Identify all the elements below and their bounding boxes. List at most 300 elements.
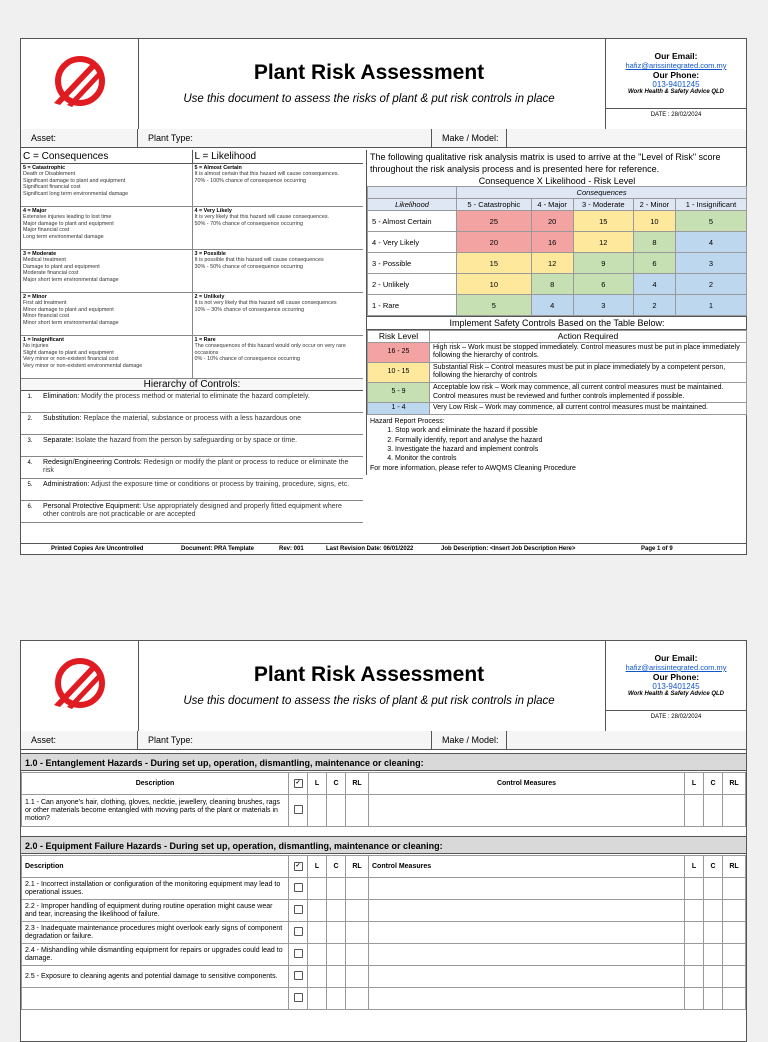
col-rl: RL (346, 773, 369, 795)
hierarchy-number: 3. (27, 438, 33, 444)
hierarchy-name: Administration: (43, 481, 90, 488)
hierarchy-text: Elimination: Modify the process method or material to eliminate the hazard completely. (43, 393, 310, 400)
hazard-step: 4. Monitor the controls (395, 454, 744, 463)
residual-rl-cell[interactable] (723, 966, 746, 988)
matrix-row-label: 1 - Rare (368, 295, 457, 316)
matrix-title: Consequence X Likelihood - Risk Level (478, 176, 636, 186)
logo-icon (50, 53, 110, 113)
consequence-line: Minor damage to plant and equipment (23, 306, 114, 313)
matrix-cell: 8 (531, 274, 573, 295)
likelihood-line: It is very likely that this hazard will cause consequences. (194, 214, 330, 221)
hazard-rl-cell[interactable] (346, 944, 369, 966)
risk-matrix (367, 186, 747, 316)
consequence-line: Very minor or non-existent environmental damage (23, 362, 143, 369)
cl-row (21, 164, 363, 207)
hazard-checkbox[interactable] (294, 927, 303, 936)
footer-job: Job Description: <Insert Job Description Here> (441, 546, 576, 552)
email-link[interactable]: hafiz@arissintegrated.com.my (625, 61, 727, 70)
col-rl: RL (346, 856, 369, 878)
consequence-line: Long term environmental damage (23, 233, 104, 240)
matrix-row-label: 2 - Unlikely (368, 274, 457, 295)
hazard-description: 2.2 - Improper handling of equipment during routine operation might cause wear and tear, increasing the likelihood of failure. (22, 900, 289, 922)
hierarchy-name: Personal Protective Equipment: (43, 503, 142, 510)
matrix-column-header: 4 - Major (531, 199, 573, 211)
matrix-cell: 3 (676, 253, 747, 274)
matrix-row (368, 274, 747, 295)
hazard-rl-cell[interactable] (346, 988, 369, 1010)
controls-title: Implement Safety Controls Based on the Table Below: (367, 316, 747, 330)
hierarchy-text: Redesign/Engineering Controls: Redesign or modify the plant or process to reduce or eliminate the risk (43, 459, 349, 475)
hazard-c-cell[interactable] (327, 944, 346, 966)
consequence-cell (21, 164, 193, 206)
matrix-cell: 12 (573, 232, 633, 253)
hazard-step: 1. Stop work and eliminate the hazard if possible (395, 426, 744, 435)
hazard-l-cell[interactable] (308, 966, 327, 988)
risk-level-cell: 16 - 25 (368, 342, 430, 362)
footer-page: Page 1 of 9 (641, 546, 673, 552)
matrix-cell: 25 (457, 211, 531, 232)
risk-level-cell: 1 - 4 (368, 403, 430, 415)
footer-rev: Rev: 001 (279, 546, 304, 552)
likelihood-line: 30% - 50% chance of consequence occurring (194, 263, 303, 270)
hierarchy-item (21, 391, 363, 413)
footer-document: Document: PRA Template (181, 546, 255, 552)
matrix-cell: 12 (531, 253, 573, 274)
residual-l-cell[interactable] (685, 795, 704, 827)
consequence-line: Major damage to plant and equipment (23, 220, 114, 227)
residual-c-cell[interactable] (704, 988, 723, 1010)
consequence-line: Significant long term environmental damage (23, 190, 129, 197)
col-rl2: RL (723, 773, 746, 795)
hazard-c-cell[interactable] (327, 988, 346, 1010)
col-l: L (308, 773, 327, 795)
matrix-corner (368, 187, 457, 199)
advice-text: Work Health & Safety Advice QLD (627, 89, 725, 95)
col-l: L (308, 856, 327, 878)
cl-header (21, 150, 363, 164)
likelihood-heading: 2 = Unlikely (194, 294, 225, 300)
risk-level-row (368, 403, 747, 415)
hazard-description: 2.3 - Inadequate maintenance procedures might overlook early signs of component degradation or failure. (22, 922, 289, 944)
hazard-rl-cell[interactable] (346, 900, 369, 922)
likelihood-heading: 1 = Rare (194, 337, 216, 343)
likelihood-title: L = Likelihood (194, 151, 257, 162)
email-label: Our Email: (654, 653, 698, 663)
residual-c-cell[interactable] (704, 922, 723, 944)
hazard-description: 1.1 - Can anyone's hair, clothing, gloves, necktie, jewellery, cleaning brushes, rags or other materials become entangled with moving parts of the plant or materials in motion? (22, 795, 289, 827)
page-subtitle: Use this document to assess the risks of plant & put risk controls in place (183, 93, 555, 105)
consequence-line: Minor short term environmental damage (23, 319, 119, 326)
consequence-cell (21, 293, 193, 335)
hazard-checkbox[interactable] (294, 805, 303, 814)
phone-number: 013-9401245 (652, 682, 700, 691)
col-check (289, 856, 308, 878)
email-label: Our Email: (654, 51, 698, 61)
likelihood-cell (193, 164, 364, 206)
residual-l-cell[interactable] (685, 878, 704, 900)
consequence-line: No injuries (23, 343, 49, 350)
hazard-report-steps (370, 426, 744, 464)
hierarchy-item (21, 413, 363, 435)
col-rl2: RL (723, 856, 746, 878)
consequences-title: C = Consequences (21, 150, 193, 163)
risk-matrix-panel (366, 150, 747, 475)
control-measures-cell[interactable] (369, 900, 685, 922)
likelihood-heading: 5 = Almost Certain (194, 165, 242, 171)
control-measures-cell[interactable] (369, 795, 685, 827)
risk-level-table (367, 330, 747, 415)
col-l2: L (685, 773, 704, 795)
hazard-row (22, 900, 746, 922)
hierarchy-number: 2. (27, 416, 33, 422)
consequence-line: Extensive injuries leading to lost time (23, 214, 112, 221)
control-measures-cell[interactable] (369, 988, 685, 1010)
matrix-intro: The following qualitative risk analysis matrix is used to arrive at the "Level of Risk" score throughout the risk analysis process and is presented here for reference. (370, 152, 721, 174)
likelihood-heading: 3 = Possible (194, 251, 226, 257)
likelihood-cell (193, 336, 364, 378)
likelihood-line: The consequences of this hazard would only occur on very rare occasions (194, 343, 346, 356)
asset-bar (21, 731, 746, 750)
plant-type-field[interactable] (210, 129, 432, 147)
matrix-cell: 5 (457, 295, 531, 316)
consequence-cell (21, 207, 193, 249)
hierarchy-text: Separate: Isolate the hazard from the person by safeguarding or by space or time. (43, 437, 298, 444)
email-link[interactable]: hafiz@arissintegrated.com.my (625, 663, 727, 672)
hierarchy-list (21, 391, 363, 523)
col-c2: C (704, 773, 723, 795)
col-c2: C (704, 856, 723, 878)
hazard-rl-cell[interactable] (346, 795, 369, 827)
hazard-row (22, 878, 746, 900)
consequence-line: Significant damage to plant and equipment (23, 177, 126, 184)
cl-row (21, 207, 363, 250)
hierarchy-title: Hierarchy of Controls: (21, 379, 363, 391)
action-header: Action Required (430, 331, 747, 343)
residual-c-cell[interactable] (704, 795, 723, 827)
matrix-cell: 15 (457, 253, 531, 274)
consequence-likelihood-table (21, 150, 363, 523)
matrix-cell: 16 (531, 232, 573, 253)
hazard-c-cell[interactable] (327, 966, 346, 988)
hazard-checkbox[interactable] (294, 949, 303, 958)
consequence-cell (21, 336, 193, 378)
likelihood-line: 0% - 10% chance of consequence occurring (194, 356, 300, 363)
matrix-column-header: 1 - Insignificant (676, 199, 747, 211)
matrix-cell: 8 (633, 232, 675, 253)
matrix-cell: 4 (531, 295, 573, 316)
hazard-check-cell (289, 966, 308, 988)
consequence-line: Death or Disablement (23, 171, 76, 178)
section-equipment-failure: 2.0 - Equipment Failure Hazards - During set up, operation, dismantling, maintenance or cleaning: (21, 836, 746, 854)
hazard-description: 2.5 - Exposure to cleaning agents and potential damage to sensitive components. (22, 966, 289, 988)
hazard-report-title: Hazard Report Process: (370, 417, 445, 425)
make-model-label: Make / Model: (432, 129, 507, 147)
hazard-check-cell (289, 922, 308, 944)
page-subtitle: Use this document to assess the risks of plant & put risk controls in place (183, 695, 555, 707)
checkbox-icon: ✓ (295, 780, 301, 786)
col-control: Control Measures (369, 773, 685, 795)
hazard-rl-cell[interactable] (346, 878, 369, 900)
hierarchy-item (21, 435, 363, 457)
likelihood-cell (193, 293, 364, 335)
entanglement-table (21, 772, 746, 827)
advice-text: Work Health & Safety Advice QLD (627, 691, 725, 697)
company-logo (21, 641, 139, 731)
consequence-heading: 4 = Major (23, 208, 47, 214)
action-cell: Acceptable low risk – Work may commence, all current control measures must be maintained. Control measures must be reviewed and further controls implemented if possible. (430, 382, 747, 402)
residual-l-cell[interactable] (685, 988, 704, 1010)
matrix-row (368, 253, 747, 274)
risk-level-cell: 10 - 15 (368, 362, 430, 382)
residual-l-cell[interactable] (685, 966, 704, 988)
matrix-cell: 3 (573, 295, 633, 316)
consequence-line: Significant financial cost (23, 184, 81, 191)
cl-row (21, 293, 363, 336)
hazard-description (22, 988, 289, 1010)
control-measures-cell[interactable] (369, 966, 685, 988)
cl-row (21, 336, 363, 379)
likelihood-line: It is possible that this hazard will cause consequences (194, 257, 324, 264)
residual-rl-cell[interactable] (723, 900, 746, 922)
page-title: Plant Risk Assessment (253, 663, 485, 686)
page-1 (20, 38, 747, 555)
residual-c-cell[interactable] (704, 944, 723, 966)
phone-label: Our Phone: (652, 70, 700, 80)
consequence-line: Major short term environmental damage (23, 276, 119, 283)
consequence-heading: 1 = Insignificant (23, 337, 64, 343)
consequence-heading: 5 = Catastrophic (23, 165, 66, 171)
hazard-l-cell[interactable] (308, 944, 327, 966)
hazard-c-cell[interactable] (327, 878, 346, 900)
consequence-line: Minor financial cost (23, 313, 70, 320)
matrix-cell: 5 (676, 211, 747, 232)
hazard-check-cell (289, 988, 308, 1010)
matrix-row-label: 4 - Very Likely (368, 232, 457, 253)
phone-label: Our Phone: (652, 672, 700, 682)
hazard-description: 2.1 - Incorrect installation or configuration of the monitoring equipment may lead to operational issues. (22, 878, 289, 900)
risk-level-row (368, 342, 747, 362)
hazard-checkbox[interactable] (294, 883, 303, 892)
hazard-report-more: For more information, please refer to AWQMS Cleaning Procedure (370, 464, 576, 472)
consequence-heading: 2 = Minor (23, 294, 47, 300)
control-measures-cell[interactable] (369, 922, 685, 944)
hierarchy-item (21, 479, 363, 501)
hazard-check-cell (289, 900, 308, 922)
consequence-line: Moderate financial cost (23, 270, 79, 277)
hierarchy-name: Substitution: (43, 415, 82, 422)
consequence-heading: 3 = Moderate (23, 251, 57, 257)
matrix-cell: 20 (457, 232, 531, 253)
asset-bar (21, 129, 746, 148)
hazard-check-cell (289, 795, 308, 827)
matrix-cell: 10 (633, 211, 675, 232)
col-check (289, 773, 308, 795)
col-c: C (327, 856, 346, 878)
hazard-l-cell[interactable] (308, 900, 327, 922)
matrix-cell: 10 (457, 274, 531, 295)
consequence-cell (21, 250, 193, 292)
matrix-cell: 9 (573, 253, 633, 274)
date-field: DATE : 28/02/2024 (606, 710, 746, 720)
residual-rl-cell[interactable] (723, 988, 746, 1010)
consequence-line: Medical treatment (23, 257, 66, 264)
matrix-cell: 4 (633, 274, 675, 295)
consequence-line: First aid treatment (23, 300, 67, 307)
hazard-l-cell[interactable] (308, 795, 327, 827)
residual-c-cell[interactable] (704, 966, 723, 988)
checkbox-icon: ✓ (295, 863, 301, 869)
action-cell: Substantial Risk – Control measures must be put in place immediately by a competent person, following the hierarchy of controls (430, 362, 747, 382)
matrix-cell: 6 (573, 274, 633, 295)
hazard-row (22, 988, 746, 1010)
logo-icon (50, 655, 110, 715)
likelihood-label: Likelihood (368, 199, 457, 211)
matrix-row (368, 232, 747, 253)
hazard-c-cell[interactable] (327, 922, 346, 944)
risk-level-row (368, 362, 747, 382)
likelihood-line: 70% - 100% chance of consequence occurring (194, 177, 306, 184)
col-control: Control Measures (369, 856, 685, 878)
footer-copies: Printed Copies Are Uncontrolled (51, 546, 144, 552)
action-cell: Very Low Risk – Work may commence, all current control measures must be maintained. (430, 403, 747, 415)
control-measures-cell[interactable] (369, 944, 685, 966)
hierarchy-number: 5. (27, 482, 33, 488)
residual-rl-cell[interactable] (723, 878, 746, 900)
make-model-field[interactable] (507, 731, 746, 749)
consequence-line: Slight damage to plant and equipment (23, 349, 114, 356)
hazard-l-cell[interactable] (308, 878, 327, 900)
hazard-checkbox[interactable] (294, 905, 303, 914)
plant-type-field[interactable] (210, 731, 432, 749)
hierarchy-item (21, 501, 363, 523)
residual-l-cell[interactable] (685, 900, 704, 922)
make-model-field[interactable] (507, 129, 746, 147)
asset-field[interactable]: Asset: (21, 129, 138, 147)
control-measures-cell[interactable] (369, 878, 685, 900)
hazard-c-cell[interactable] (327, 795, 346, 827)
col-description: Description (22, 773, 289, 795)
risk-level-row (368, 382, 747, 402)
hierarchy-name: Redesign/Engineering Controls: (43, 459, 142, 466)
risk-level-header: Risk Level (368, 331, 430, 343)
plant-type-label: Plant Type: (148, 133, 193, 143)
residual-rl-cell[interactable] (723, 795, 746, 827)
likelihood-heading: 4 = Very Likely (194, 208, 232, 214)
hazard-l-cell[interactable] (308, 922, 327, 944)
col-description: Description (22, 856, 289, 878)
page-footer (21, 543, 746, 555)
hazard-rl-cell[interactable] (346, 922, 369, 944)
matrix-row (368, 211, 747, 232)
action-cell: High risk – Work must be stopped immediately. Control measures must be put in place immediately following the hierarchy of controls. (430, 342, 747, 362)
hierarchy-number: 4. (27, 460, 33, 466)
hazard-row (22, 944, 746, 966)
residual-l-cell[interactable] (685, 944, 704, 966)
consequence-line: Damage to plant and equipment (23, 263, 100, 270)
hazard-row (22, 795, 746, 827)
contact-box (605, 641, 746, 731)
matrix-cell: 2 (633, 295, 675, 316)
hazard-c-cell[interactable] (327, 900, 346, 922)
hierarchy-item (21, 457, 363, 479)
residual-c-cell[interactable] (704, 900, 723, 922)
likelihood-line: It is almost certain that this hazard will cause consequences. (194, 171, 339, 178)
hierarchy-text: Personal Protective Equipment: Use appropriately designed and properly fitted equipment where other controls are not practicable or are accepted (43, 503, 342, 519)
matrix-column-header: 2 - Minor (633, 199, 675, 211)
cl-row (21, 250, 363, 293)
hazard-report (367, 415, 747, 475)
hazard-row (22, 922, 746, 944)
hierarchy-name: Elimination: (43, 393, 80, 400)
matrix-cell: 1 (676, 295, 747, 316)
company-logo (21, 39, 139, 129)
hazard-description: 2.4 - Mishandling while dismantling equipment for repairs or upgrades could lead to damage. (22, 944, 289, 966)
hazard-step: 3. Investigate the hazard and implement controls (395, 445, 744, 454)
section-entanglement: 1.0 - Entanglement Hazards - During set up, operation, dismantling, maintenance or cleaning: (21, 753, 746, 771)
matrix-cell: 2 (676, 274, 747, 295)
hierarchy-text: Administration: Adjust the exposure time or conditions or process by training, procedure, signs, etc. (43, 481, 350, 488)
residual-l-cell[interactable] (685, 922, 704, 944)
hierarchy-number: 6. (27, 504, 33, 510)
hazard-rl-cell[interactable] (346, 966, 369, 988)
matrix-column-header: 3 - Moderate (573, 199, 633, 211)
hazard-step: 2. Formally identify, report and analyse the hazard (395, 436, 744, 445)
page-title: Plant Risk Assessment (253, 61, 485, 84)
hierarchy-number: 1. (27, 394, 33, 400)
matrix-row-label: 3 - Possible (368, 253, 457, 274)
footer-revision: Last Revision Date: 06/01/2022 (326, 546, 414, 552)
residual-rl-cell[interactable] (723, 944, 746, 966)
hazard-checkbox[interactable] (294, 993, 303, 1002)
page-header (21, 641, 746, 732)
col-l2: L (685, 856, 704, 878)
likelihood-line: It is not very likely that this hazard will cause consequences (194, 300, 337, 307)
equipment-failure-table (21, 855, 746, 1010)
likelihood-line: 10% – 30% chance of consequence occurring (194, 306, 305, 313)
residual-c-cell[interactable] (704, 878, 723, 900)
hazard-row (22, 966, 746, 988)
hazard-check-cell (289, 878, 308, 900)
matrix-row-label: 5 - Almost Certain (368, 211, 457, 232)
page-header (21, 39, 746, 130)
consequence-line: Major financial cost (23, 227, 70, 234)
date-field: DATE : 28/02/2024 (606, 108, 746, 118)
contact-box (605, 39, 746, 129)
matrix-row (368, 295, 747, 316)
plant-type-label: Plant Type: (148, 735, 193, 745)
phone-number: 013-9401245 (652, 80, 700, 89)
page-2 (20, 640, 747, 1042)
risk-level-cell: 5 - 9 (368, 382, 430, 402)
matrix-cell: 15 (573, 211, 633, 232)
likelihood-cell (193, 250, 364, 292)
make-model-label: Make / Model: (432, 731, 507, 749)
asset-field[interactable]: Asset: (21, 731, 138, 749)
hierarchy-text: Substitution: Replace the material, substance or process with a less hazardous one (43, 415, 301, 422)
cl-rows (21, 164, 363, 379)
hazard-l-cell[interactable] (308, 988, 327, 1010)
hierarchy-name: Separate: (43, 437, 74, 444)
consequence-line: Very minor or non-existent financial cost (23, 356, 119, 363)
likelihood-line: 50% - 70% chance of consequence occurring (194, 220, 303, 227)
residual-rl-cell[interactable] (723, 922, 746, 944)
col-c: C (327, 773, 346, 795)
matrix-cell: 6 (633, 253, 675, 274)
likelihood-cell (193, 207, 364, 249)
hazard-check-cell (289, 944, 308, 966)
hazard-checkbox[interactable] (294, 971, 303, 980)
consequences-label: Consequences (457, 187, 747, 199)
